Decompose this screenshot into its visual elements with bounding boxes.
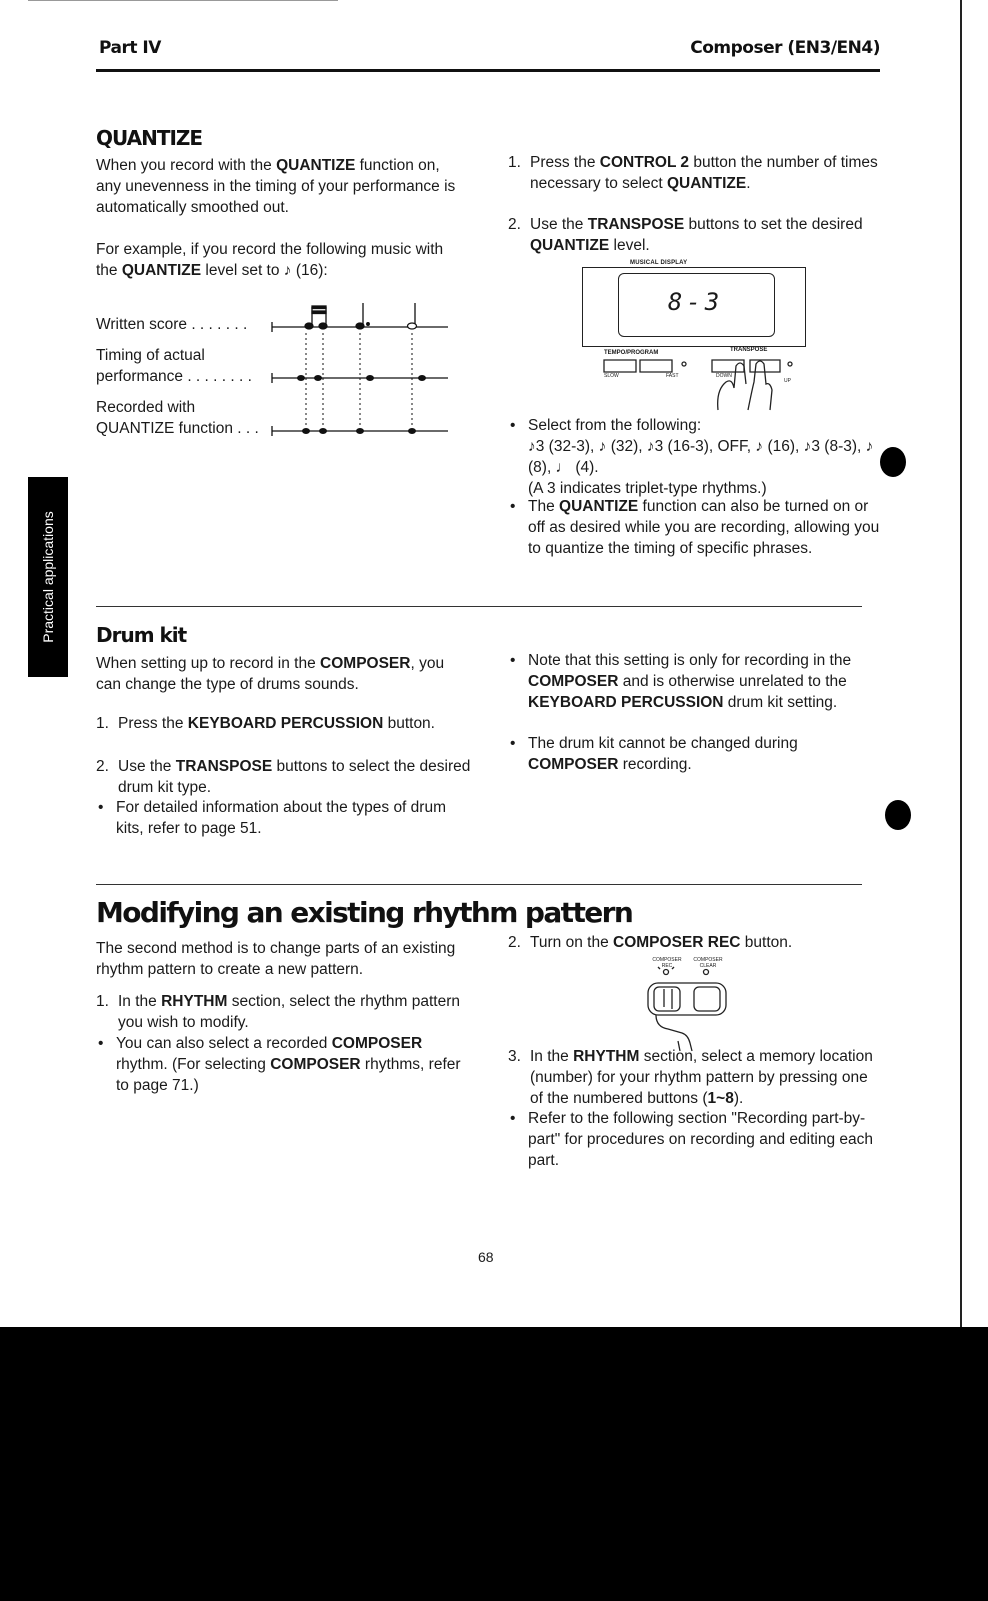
composer-clear-label: COMPOSER CLEAR <box>693 957 723 969</box>
musical-display-illustration <box>580 260 810 420</box>
lcd-readout: 8-3 <box>667 288 724 316</box>
musical-display-label: MUSICAL DISPLAY <box>630 260 688 266</box>
drum-types-bullet: • For detailed information about the types of drum kits, refer to page 51. <box>96 797 476 839</box>
score-lines-graphic <box>96 297 456 447</box>
written-score-label: Written score . . . . . . . <box>96 316 248 333</box>
section-rule <box>96 606 862 607</box>
drum-kit-intro: When setting up to record in the COMPOSER, you can change the type of drums sounds. <box>96 655 445 693</box>
down-label: DOWN <box>716 373 732 379</box>
section-rule <box>96 884 862 885</box>
composer-rec-label: COMPOSER REC <box>652 957 682 969</box>
timing-label-line2: performance . . . . . . . . <box>96 368 252 385</box>
modify-recording-bullet: • Refer to the following section "Recording part-by-part" for procedures on recording and editing each part. <box>508 1108 882 1171</box>
top-edge-line <box>28 0 338 1</box>
modify-step-3: 3. In the RHYTHM section, select a memory location (number) for your rhythm pattern by pressing one of the numbered buttons (1~8). <box>508 1048 873 1107</box>
quantize-step-2: 2. Use the TRANSPOSE buttons to set the desired QUANTIZE level. <box>508 216 863 254</box>
drum-step-1: 1. Press the KEYBOARD PERCUSSION button. <box>96 715 435 732</box>
composer-buttons-illustration <box>642 953 732 1053</box>
timing-diagram <box>96 297 456 447</box>
recorded-label-line2: QUANTIZE function . . . <box>96 420 259 437</box>
header-part: Part IV <box>99 38 161 58</box>
chapter-side-tab: Practical applications <box>28 477 68 677</box>
fast-label: FAST <box>666 373 679 379</box>
drum-kit-heading: Drum kit <box>96 623 187 647</box>
modify-step-2: 2. Turn on the COMPOSER REC button. <box>508 934 793 951</box>
page-number: 68 <box>478 1249 494 1265</box>
drum-step-2: 2. Use the TRANSPOSE buttons to select the desired drum kit type. <box>96 758 471 796</box>
header-rule <box>96 69 880 72</box>
drum-note-bullet: • Note that this setting is only for recording in the COMPOSER and is otherwise unrelated to the KEYBOARD PERCUSSION drum kit setting. <box>508 650 884 713</box>
quantize-toggle-bullet: • The QUANTIZE function can also be turned on or off as desired while you are recording, allowing you to quantize the timing of specific phrases. <box>508 496 882 559</box>
modify-step-1: 1. In the RHYTHM section, select the rhythm pattern you wish to modify. <box>96 993 461 1031</box>
recorded-label-line1: Recorded with <box>96 399 196 416</box>
drum-change-bullet: • The drum kit cannot be changed during COMPOSER recording. <box>508 733 884 775</box>
composer-buttons-graphic <box>642 953 732 1053</box>
quantize-heading: QUANTIZE <box>96 126 203 150</box>
slow-label: SLOW <box>604 373 619 379</box>
quantize-example: For example, if you record the following music with the QUANTIZE level set to ♪ (16): <box>96 241 444 279</box>
page-edge <box>960 0 962 1327</box>
display-buttons-graphic <box>580 260 810 420</box>
quantize-options-bullet: • Select from the following: ♪3 (32-3), ♪ (32), ♪3 (16-3), OFF, ♪ (16), ♪3 (8-3), ♪ (8), ♩ (4). (A 3 indicates triplet-type rhythms.) <box>508 415 882 499</box>
modify-composer-bullet: • You can also select a recorded COMPOSER rhythm. (For selecting COMPOSER rhythms, refer to page 71.) <box>96 1033 476 1096</box>
quantize-intro: When you record with the QUANTIZE function on, any unevenness in the timing of your performance is automatically smoothed out. <box>96 157 456 216</box>
tempo-program-label: TEMPO/PROGRAM <box>604 350 659 356</box>
timing-label-line1: Timing of actual <box>96 347 205 364</box>
binding-hole <box>880 447 906 477</box>
transpose-label: TRANSPOSE <box>730 347 768 353</box>
modify-intro: The second method is to change parts of an existing rhythm pattern to create a new pattern. <box>96 940 456 978</box>
quantize-step-1: 1. Press the CONTROL 2 button the number of times necessary to select QUANTIZE. <box>508 154 878 192</box>
modify-heading: Modifying an existing rhythm pattern <box>96 896 633 929</box>
binding-hole <box>885 800 911 830</box>
up-label: UP <box>784 378 791 384</box>
header-chapter: Composer (EN3/EN4) <box>690 38 880 58</box>
